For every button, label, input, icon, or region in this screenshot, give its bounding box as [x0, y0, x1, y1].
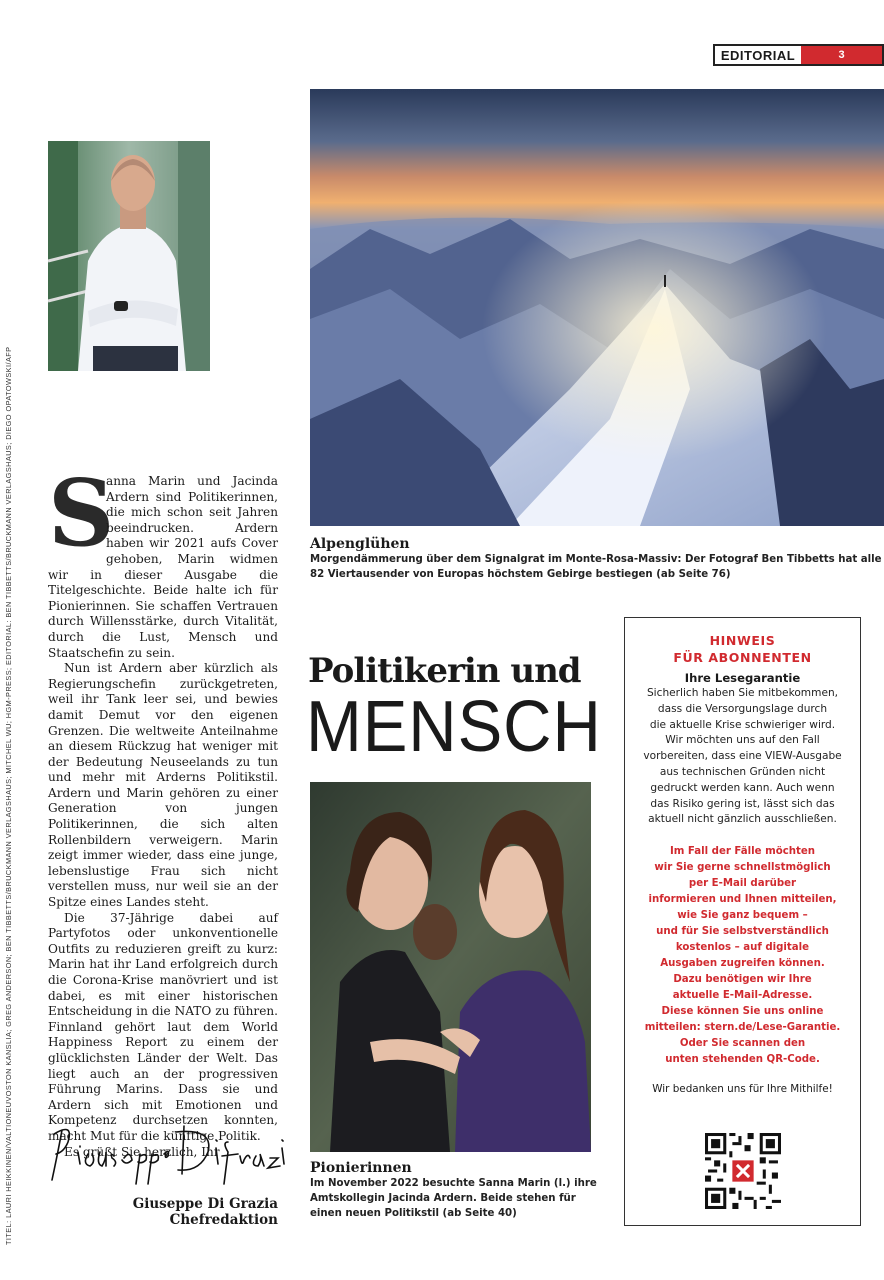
caption-title: Pionierinnen [310, 1160, 412, 1176]
editorial-text [48, 459, 278, 1160]
notice-thanks: Wir bedanken uns für Ihre Mithilfe! [652, 1083, 833, 1096]
editorial-paragraph: Die 37-Jährige dabei auf Partyfotos oder unkonventionelle Outfits zu reduzieren greift zu kurz: Marin hat ihr Land erfolgreich durch die Corona-Krise manövriert und ist dabei, es mit einer historischen Entscheidung in die NATO zu führen. Finnland gehört laut dem World Happiness Report zu einem der glücklichsten Länder der Welt. Das liegt auch an der progressiven Führung Marins. Dass sie und Ardern sich mit Emotionen und Kompetenz durchsetzen konnten, macht Mut für die künftige Politik. [48, 910, 278, 1143]
editorial-paragraph: Nun ist Ardern aber kürzlich als Regierungschefin zurückgetreten, weil ihr Tank leer sei, und bewies damit Demut vor den eigenen Grenzen. Die weltweite Anteilnahme an diesem Rückzug hat weniger mit der Bedeutung Neuseelands zu tun und mehr mit Arderns Politikstil. Ardern und Marin gehören zu einer Generation von jungen Politikerinnen, die sich alten Rollenbildern verweigern. Marin zeigt immer wieder, dass eine junge, lebenslustige Frau sich nicht verstellen muss, nur weil sie an der Spitze eines Landes steht. [48, 661, 278, 910]
politicians-photo [310, 782, 591, 1152]
editorial-greeting: Es grüßt Sie herzlich, Ihr [64, 1144, 220, 1159]
editorial-paragraph: S anna Marin und Jacinda Ardern sind Politikerinnen, die mich schon seit Jahren beeindrucken. Ardern haben wir 2021 aufs Cover gehoben, Marin widmen wir in dieser Ausgabe die Titelgeschichte. Beide halte ich für Pionierinnen. Sie schaffen Vertrauen durch Willensstärke, durch Vitalität, durch die Lust, Mensch und Staatschefin zu sein. [48, 459, 278, 660]
mountain-photo [310, 89, 884, 526]
section-label: EDITORIAL [720, 47, 796, 63]
mountain-caption [310, 536, 884, 582]
notice-text: Sicherlich haben Sie mitbekommen, dass die Versorgungslage durch die aktuelle Krise schwieriger wird. Wir möchten uns auf den Fall vorbereiten, dass eine VIEW-Ausgabe aus technischen Gründen nicht gedruckt werden kann. Auch wenn das Risiko gering ist, lässt sich das aktuell nicht gänzlich ausschließen. [643, 687, 842, 826]
caption-body: Morgendämmerung über dem Signalgrat im Monte-Rosa-Massiv: Der Fotograf Ben Tibbetts hat alle 82 Viertausender von Europas höchstem Gebirge bestiegen (ab Seite 76) [310, 554, 882, 580]
photo-credits: TITEL: LAURI HEIKKINEN/VALTIONEUVOSTON KANSLIA; GREG ANDERSON; BEN TIBBETTS/BRUCKMANN VERLAGSHAUS; MITCHEL WU; HGM-PRESS; EDITORIAL: BEN TIBBETTS/BRUCKMANN VERLAGSHAUS; DIEGO OPATOWSKI/AFP [4, 346, 13, 1245]
notice-highlight: Im Fall der Fälle möchten wir Sie gerne schnellstmöglich per E-Mail darüber informieren und Ihnen mitteilen, wie Sie ganz bequem – und für Sie selbstverständlich kostenlos – auf digitale Ausgaben zugreifen können. Dazu benötigen wir Ihre aktuelle E-Mail-Adresse. Diese können Sie uns online mitteilen: stern.de/Lese-Garantie. Oder Sie scannen den unten stehenden QR-Code. [644, 846, 841, 1066]
editor-portrait [48, 141, 210, 371]
section-tag [713, 44, 884, 66]
caption-title: Alpenglühen [310, 536, 410, 552]
author-name: Giuseppe Di Grazia [132, 1196, 278, 1212]
headline-line-2: MENSCH [306, 687, 602, 767]
caption-body: Im November 2022 besuchte Sanna Marin (l.) ihre Amtskollegin Jacinda Ardern. Beide stehen für einen neuen Politikstil (ab Seite 40) [310, 1178, 597, 1219]
author-role: Chefredaktion [169, 1212, 278, 1228]
qr-code[interactable] [705, 1133, 781, 1209]
politicians-caption [310, 1160, 600, 1221]
signature-image [44, 1112, 289, 1192]
headline-line-1: Politikerin und [308, 651, 581, 691]
subscriber-notice-box [624, 617, 861, 1226]
author-block [100, 1196, 278, 1228]
notice-title: HINWEIS FÜR ABONNENTEN [673, 633, 812, 665]
notice-subtitle: Ihre Lesegarantie [684, 671, 801, 685]
drop-cap: S [48, 459, 115, 567]
page-number: 3 [801, 46, 882, 64]
